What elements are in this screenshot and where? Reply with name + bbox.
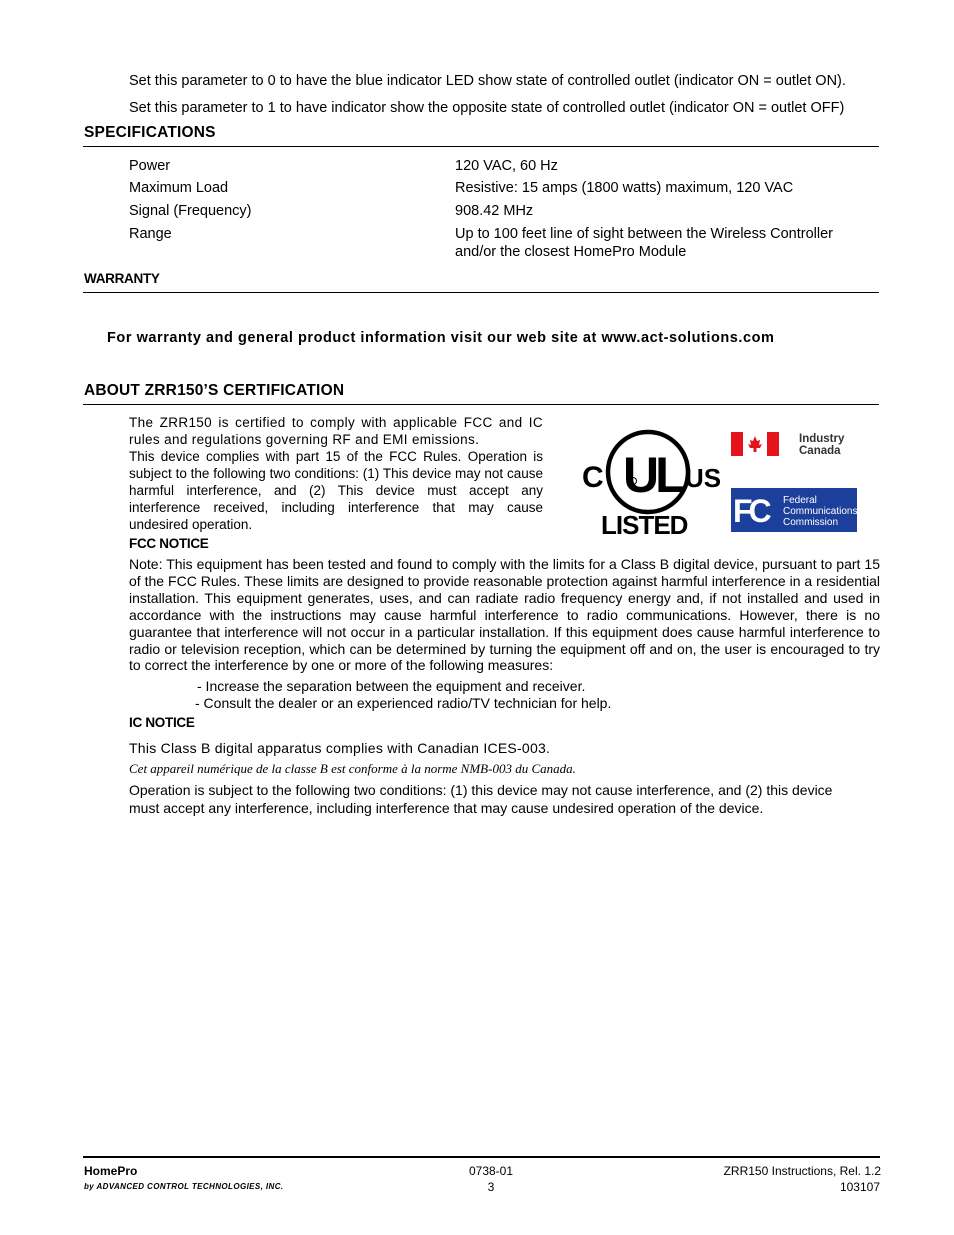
fcc-notice-heading: FCC NOTICE	[129, 536, 209, 551]
warranty-text: For warranty and general product information visit our web site at www.act-solutions.com	[107, 330, 775, 346]
ul-listed-text: LISTED	[601, 510, 688, 538]
ul-us-mark: US	[685, 463, 720, 493]
fcc-line-2: Communications	[783, 506, 857, 517]
spec-value-range-2: and/or the closest HomePro Module	[455, 244, 687, 260]
warranty-rule	[83, 292, 879, 293]
footer-page-number: 3	[487, 1180, 495, 1194]
certification-conditions: This device complies with part 15 of the FCC Rules. Operation is subject to the following two conditions: (1) This device may not cause harmful interference, and (2) This device must accept any interference received, including interference that may cause undesired operation.	[129, 449, 543, 532]
specifications-rule	[83, 146, 879, 147]
ul-mark: UL	[623, 447, 682, 503]
fcc-line-3: Commission	[783, 517, 839, 528]
ul-c-mark: C	[582, 461, 604, 494]
fcc-measure-2: - Consult the dealer or an experienced radio/TV technician for help.	[195, 695, 612, 711]
spec-value-max-load: Resistive: 15 amps (1800 watts) maximum, 120 VAC	[455, 180, 794, 196]
footer-doc-number: 0738-01	[468, 1164, 514, 1178]
certification-intro: The ZRR150 is certified to comply with applicable FCC and IC rules and regulations governing RF and EMI emissions.	[129, 415, 543, 447]
spec-value-signal: 908.42 MHz	[455, 203, 534, 219]
fcc-measure-1: - Increase the separation between the equipment and receiver.	[197, 678, 586, 694]
footer-brand: HomePro	[84, 1164, 138, 1178]
certification-heading: ABOUT ZRR150’S CERTIFICATION	[84, 382, 345, 399]
ic-notice-line-1: This Class B digital apparatus complies with Canadian ICES-003.	[129, 740, 551, 756]
industry-canada-line-1: Industry	[799, 433, 845, 445]
fcc-logo	[731, 488, 857, 532]
footer-title: ZRR150 Instructions, Rel. 1.2	[723, 1164, 881, 1178]
specifications-heading: SPECIFICATIONS	[84, 124, 216, 141]
industry-canada-line-2: Canada	[799, 445, 841, 457]
industry-canada-logo	[731, 431, 851, 457]
spec-label-power: Power	[129, 158, 171, 174]
footer-date-code: 103107	[839, 1180, 880, 1194]
ic-notice-french: Cet appareil numérique de la classe B est conforme à la norme NMB-003 du Canada.	[129, 761, 576, 776]
footer-rule	[83, 1156, 880, 1158]
spec-value-range: Up to 100 feet line of sight between the Wireless Controller	[455, 226, 834, 242]
fcc-notice-text: Note: This equipment has been tested and found to comply with the limits for a Class B digital device, pursuant to part 15 of the FCC Rules. These limits are designed to provide reasonable protection against harmful interference in a residential installation. This equipment generates, uses, and can radiate radio frequency energy and, if not installed and used in accordance with the instructions may cause harmful interference to radio communications. However, there is no guarantee that interference will not occur in a particular installation. If this equipment does cause harmful interference to radio or television reception, which can be determined by turning the equipment off and on, the user is encouraged to try to correct the interference by one or more of the following measures:	[129, 556, 880, 674]
ul-listed-logo	[578, 426, 720, 538]
fcc-mark: FC	[733, 493, 768, 529]
footer-company: by ADVANCED CONTROL TECHNOLOGIES, INC.	[84, 1182, 284, 1191]
ic-notice-heading: IC NOTICE	[129, 715, 195, 730]
spec-value-power: 120 VAC, 60 Hz	[455, 158, 558, 174]
spec-label-range: Range	[129, 226, 172, 242]
intro-line-2: Set this parameter to 1 to have indicator show the opposite state of controlled outlet (indicator ON = outlet OFF)	[129, 100, 845, 116]
certification-rule	[83, 404, 879, 405]
fcc-line-1: Federal	[783, 495, 817, 506]
ic-notice-line-3: Operation is subject to the following two conditions: (1) this device may not cause interference, and (2) this device must accept any interference, including interference that may cause undesired operation of the device.	[129, 782, 833, 816]
intro-line-1: Set this parameter to 0 to have the blue indicator LED show state of controlled outlet (indicator ON = outlet ON).	[129, 73, 846, 89]
warranty-heading: WARRANTY	[84, 271, 160, 286]
spec-label-max-load: Maximum Load	[129, 180, 229, 196]
spec-label-signal: Signal (Frequency)	[129, 203, 252, 219]
